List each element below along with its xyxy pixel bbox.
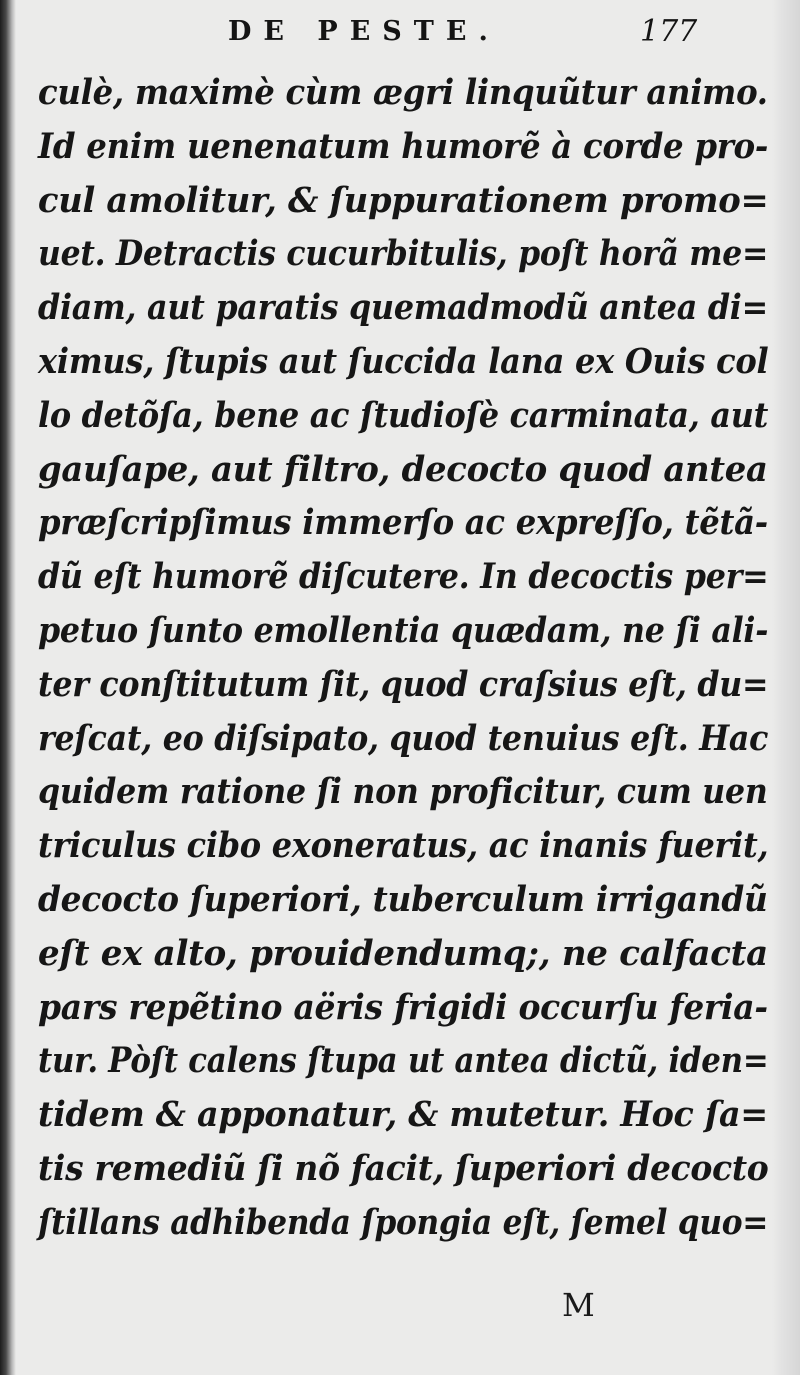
text-line: cul amolitur, & ſuppurationem promo=	[38, 179, 769, 221]
text-line: triculus cibo exoneratus, ac inanis fuerit,	[38, 825, 769, 867]
text-line: reſcat, eo diſsipato, quod tenuius eſt. Hac	[38, 717, 769, 759]
text-line: dũ eſt humorẽ diſcutere. In decoctis per=	[38, 556, 769, 598]
text-line: tur. Pòſt calens ſtupa ut antea dictũ, iden=	[38, 1040, 769, 1082]
text-line: decocto ſuperiori, tuberculum irrigandũ	[38, 878, 768, 920]
text-line: præſcripſimus immerſo ac expreſſo, tẽtã-	[38, 502, 768, 544]
text-line: culè, maximè cùm ægri linquũtur animo.	[38, 72, 768, 113]
text-line: ſtillans adhibenda ſpongia eſt, ſemel quo=	[38, 1201, 769, 1243]
text-line: tis remediũ ſi nõ facit, ſuperiori decocto	[38, 1147, 769, 1189]
text-line: Id enim uenenatum humorẽ à corde pro-	[38, 125, 769, 167]
text-line: quidem ratione ſi non proficitur, cum uen	[38, 771, 768, 813]
text-line: tidem & apponatur, & mutetur. Hoc ſa=	[38, 1094, 768, 1136]
text-line: lo detõſa, bene ac ſtudioſè carminata, aut	[38, 394, 769, 436]
signature-mark: M	[562, 1286, 595, 1324]
body-text	[38, 66, 768, 1250]
text-line: eſt ex alto, prouidendumq;, ne calfacta	[38, 932, 768, 974]
running-head: DE PESTE.	[228, 16, 500, 47]
text-line: pars repẽtino aëris frigidi occurſu feria-	[38, 986, 768, 1028]
text-line: diam, aut paratis quemadmodũ antea di=	[38, 287, 768, 329]
text-line: petuo ſunto emollentia quædam, ne ſi ali-	[38, 609, 769, 651]
page-number: 177	[640, 14, 698, 49]
text-line: uet. Detractis cucurbitulis, poſt horã me=	[38, 233, 769, 275]
text-line: ximus, ſtupis aut ſuccida lana ex Ouis col	[38, 340, 769, 382]
page-gutter-shadow	[0, 0, 16, 1375]
page-header	[0, 14, 800, 54]
page-edge	[772, 0, 800, 1375]
text-line: ter conſtitutum ſit, quod craſsius eſt, du=	[38, 663, 769, 705]
text-line: gauſape, aut filtro, decocto quod antea	[38, 448, 768, 490]
